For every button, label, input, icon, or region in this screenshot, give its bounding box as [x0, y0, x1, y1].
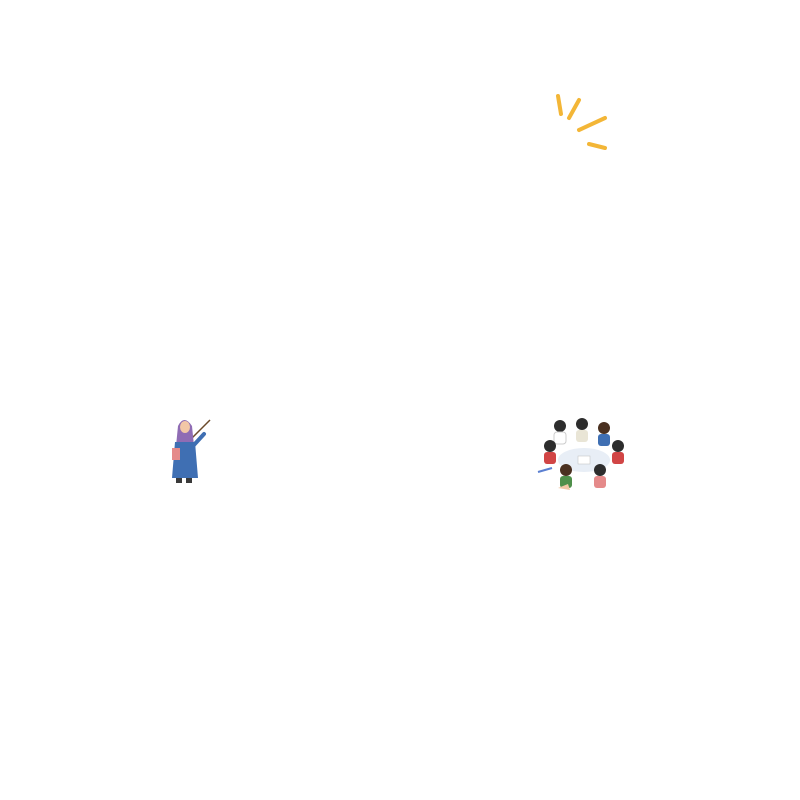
children-workshop-illustration — [538, 412, 630, 492]
module-tag-le-culte — [217, 372, 229, 394]
teacher-illustration — [168, 412, 214, 486]
module-tag-la-foi — [149, 372, 161, 394]
module-tag-etre-musulman — [511, 372, 523, 394]
sun-rays-icon — [555, 88, 615, 158]
module-tag-vie-du-prophete — [313, 372, 325, 394]
